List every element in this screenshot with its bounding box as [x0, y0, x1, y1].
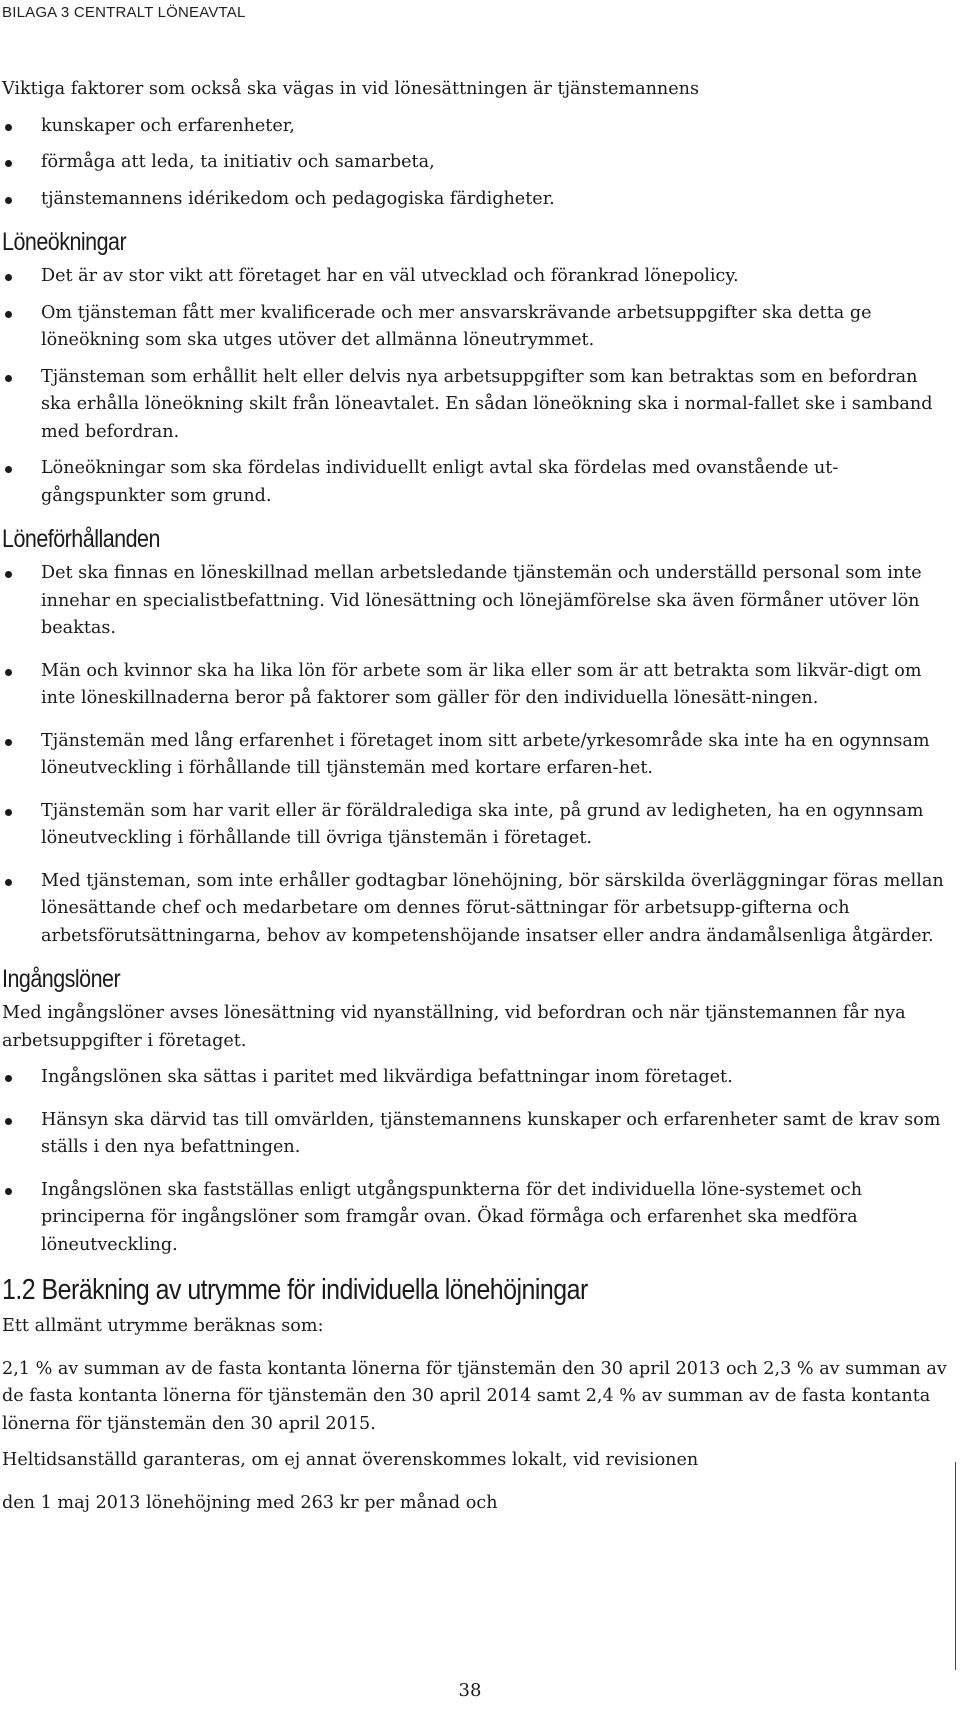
- section-heading-ingangsloner: Ingångslöner: [2, 965, 121, 993]
- berakning-guarantee: Heltidsanställd garanteras, om ej annat överenskommes lokalt, vid revisionen: [2, 1450, 699, 1470]
- page-header: BILAGA 3 CENTRALT LÖNEAVTAL: [2, 4, 246, 21]
- ingangsloner-list: [2, 1064, 952, 1259]
- intro-text: Viktiga faktorer som också ska vägas in vid lönesättningen är tjänstemannens: [2, 79, 699, 99]
- intro-list: [2, 113, 952, 214]
- section-heading-loneokningar: Löneökningar: [2, 228, 127, 256]
- list-item: Med tjänsteman, som inte erhåller godtagbar lönehöjning, bör särskilda överläggningar föras mellan lönesättande chef och medarbetare om dennes förut-sättningar för arbetsupp-gifterna och arbetsförutsättningarna, behov av kompetenshöjande insatser eller andra ändamålsenliga åtgärder.: [2, 868, 952, 951]
- list-item: Om tjänsteman fått mer kvalificerade och mer ansvarskrävande arbetsuppgifter ska detta ge löneökning som ska utges utöver det allmänna löneutrymmet.: [2, 300, 952, 355]
- list-item: Tjänsteman som erhållit helt eller delvis nya arbetsuppgifter som kan betraktas som en befordran ska erhålla löneökning skilt från löneavtalet. En sådan löneökning ska i normal-fallet ske i samband med befordran.: [2, 364, 952, 447]
- document-body: [2, 76, 952, 1517]
- page-number: 38: [458, 1680, 482, 1701]
- berakning-intro: Ett allmänt utrymme beräknas som:: [2, 1316, 324, 1336]
- list-item: Ingångslönen ska fastställas enligt utgångspunkterna för det individuella löne-systemet och principerna för ingångslöner som framgår ovan. Ökad förmåga och erfarenhet ska medföra löneutveckling.: [2, 1177, 952, 1260]
- list-item: Ingångslönen ska sättas i paritet med likvärdiga befattningar inom företaget.: [2, 1064, 952, 1092]
- list-item: tjänstemannens idérikedom och pedagogiska färdigheter.: [2, 186, 952, 214]
- list-item: Det ska finnas en löneskillnad mellan arbetsledande tjänstemän och underställd personal som inte innehar en specialistbefattning. Vid lönesättning och lönejämförelse ska även förmåner utöver lön beaktas.: [2, 560, 952, 643]
- ingangsloner-text: Med ingångslöner avses lönesättning vid nyanställning, vid befordran och när tjänstemannen får nya arbetsuppgifter i företaget.: [2, 1003, 906, 1051]
- list-item: Löneökningar som ska fördelas individuellt enligt avtal ska fördelas med ovanstående ut-gångspunkter som grund.: [2, 455, 952, 510]
- list-item: kunskaper och erfarenheter,: [2, 113, 952, 141]
- list-item: Tjänstemän med lång erfarenhet i företaget inom sitt arbete/yrkesområde ska inte ha en ogynnsam löneutveckling i förhållande till tjänstemän med kortare erfaren-het.: [2, 728, 952, 783]
- list-item: Det är av stor vikt att företaget har en väl utvecklad och förankrad lönepolicy.: [2, 263, 952, 291]
- loneokningar-list: [2, 263, 952, 510]
- list-item: Tjänstemän som har varit eller är föräldralediga ska inte, på grund av ledigheten, ha en ogynnsam löneutveckling i förhållande till övriga tjänstemän i företaget.: [2, 798, 952, 853]
- list-item: Hänsyn ska därvid tas till omvärlden, tjänstemannens kunskaper och erfarenheter samt de krav som ställs i den nya befattningen.: [2, 1107, 952, 1162]
- loneforhallanden-list: [2, 560, 952, 950]
- section-heading-loneforhallanden: Löneförhållanden: [2, 525, 160, 553]
- list-item: förmåga att leda, ta initiativ och samarbeta,: [2, 149, 952, 177]
- berakning-date: den 1 maj 2013 lönehöjning med 263 kr per månad och: [2, 1492, 498, 1513]
- berakning-text: 2,1 % av summan av de fasta kontanta lönerna för tjänstemän den 30 april 2013 och 2,3 % av summan av de fasta kontanta lönerna för tjänstemän den 30 april 2014 samt 2,4 % av summan av de fasta kontanta lönerna för tjänstemän den 30 april 2015.: [2, 1358, 947, 1434]
- margin-rule: [955, 1462, 956, 1670]
- list-item: Män och kvinnor ska ha lika lön för arbete som är lika eller som är att betrakta som likvär-digt om inte löneskillnaderna beror på faktorer som gäller för den individuella lönesätt-ningen.: [2, 658, 952, 713]
- section-heading-berakning: 1.2 Beräkning av utrymme för individuella lönehöjningar: [2, 1274, 588, 1306]
